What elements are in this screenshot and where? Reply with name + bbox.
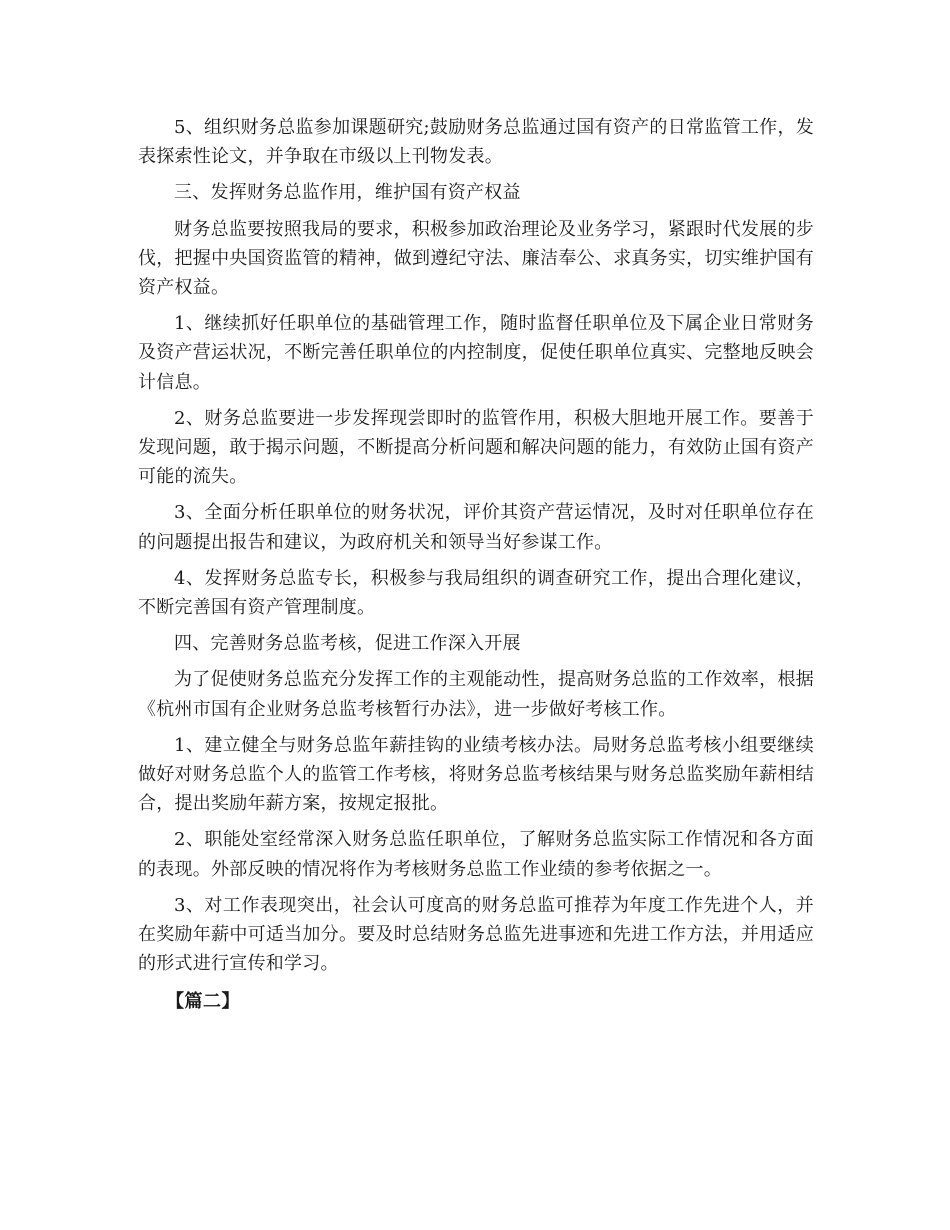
heading-section-3: 三、发挥财务总监作用，维护国有资产权益 bbox=[174, 182, 521, 204]
paragraph-section-3-item-4: 4、发挥财务总监专长，积极参与我局组织的调查研究工作，提出合理化建议，不断完善国有资产管理制度。 bbox=[138, 567, 814, 619]
heading-section-4: 四、完善财务总监考核，促进工作深入开展 bbox=[174, 633, 521, 655]
document-page bbox=[138, 113, 814, 1017]
paragraph-section-3-item-3: 3、全面分析任职单位的财务状况，评价其资产营运情况，及时对任职单位存在的问题提出报告和建议，为政府机关和领导当好参谋工作。 bbox=[138, 502, 814, 553]
paragraph-section-4-item-1: 1、建立健全与财务总监年薪挂钩的业绩考核办法。局财务总监考核小组要继续做好对财务总监个人的监管工作考核，将财务总监考核结果与财务总监奖励年薪相结合，提出奖励年薪方案，按规定报批。 bbox=[138, 734, 814, 815]
section-label-part-two: 【篇二】 bbox=[166, 991, 240, 1013]
paragraph-section-3-item-2: 2、财务总监要进一步发挥现尝即时的监管作用，积极大胆地开展工作。要善于发现问题，敢于揭示问题，不断提高分析问题和解决问题的能力，有效防止国有资产可能的流失。 bbox=[138, 407, 814, 488]
paragraph-section-4-intro: 为了促使财务总监充分发挥工作的主观能动性，提高财务总监的工作效率，根据《杭州市国有企业财务总监考核暂行办法》，进一步做好考核工作。 bbox=[138, 669, 814, 720]
paragraph-section-4-item-3: 3、对工作表现突出，社会认可度高的财务总监可推荐为年度工作先进个人，并在奖励年薪中可适当加分。要及时总结财务总监先进事迹和先进工作方法，并用适应的形式进行宣传和学习。 bbox=[138, 894, 814, 975]
paragraph-item-5-research: 5、组织财务总监参加课题研究;鼓励财务总监通过国有资产的日常监管工作，发表探索性论文，并争取在市级以上刊物发表。 bbox=[138, 117, 814, 168]
paragraph-section-4-item-2: 2、职能处室经常深入财务总监任职单位，了解财务总监实际工作情况和各方面的表现。外部反映的情况将作为考核财务总监工作业绩的参考依据之一。 bbox=[138, 829, 814, 880]
paragraph-section-3-intro: 财务总监要按照我局的要求，积极参加政治理论及业务学习，紧跟时代发展的步伐，把握中央国资监管的精神，做到遵纪守法、廉洁奉公、求真务实，切实维护国有资产权益。 bbox=[138, 218, 814, 299]
paragraph-section-3-item-1: 1、继续抓好任职单位的基础管理工作，随时监督任职单位及下属企业日常财务及资产营运状况，不断完善任职单位的内控制度，促使任职单位真实、完整地反映会计信息。 bbox=[138, 313, 814, 393]
